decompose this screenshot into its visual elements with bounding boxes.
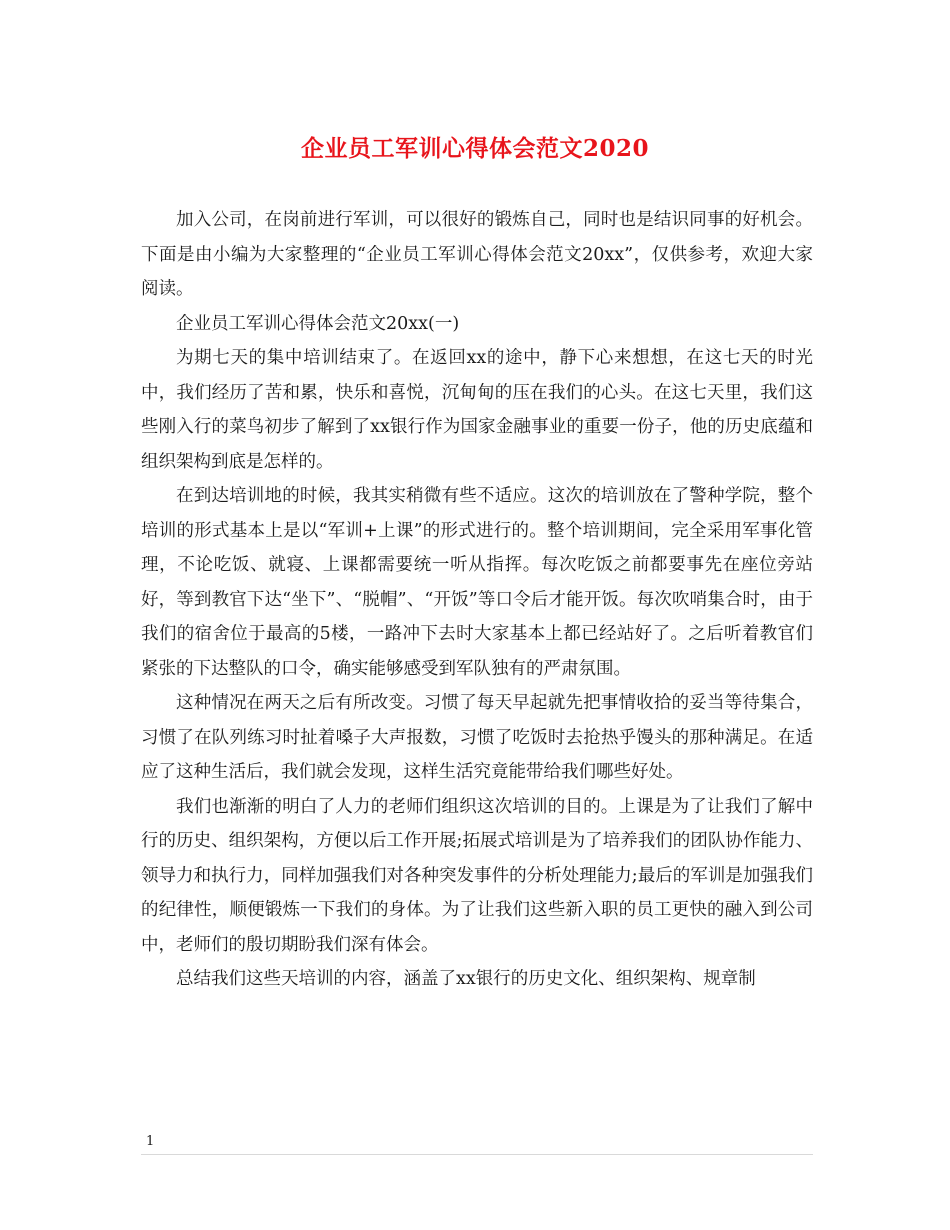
paragraph: 这种情况在两天之后有所改变。习惯了每天早起就先把事情收拾的妥当等待集合，习惯了在队列练习时扯着嗓子大声报数，习惯了吃饭时去抢热乎馒头的那种满足。在适应了这种生活后，我们就会发现，这样生活究竟能带给我们哪些好处。 xyxy=(141,693,813,782)
paragraph: 总结我们这些天培训的内容，涵盖了xx银行的历史文化、组织架构、规章制 xyxy=(176,969,756,989)
document-title: 企业员工军训心得体会范文2020 xyxy=(300,135,649,162)
paragraph: 为期七天的集中培训结束了。在返回xx的途中，静下心来想想，在这七天的时光中，我们经历了苦和累，快乐和喜悦，沉甸甸的压在我们的心头。在这七天里，我们这些刚入行的菜鸟初步了解到了xx银行作为国家金融事业的重要一份子，他的历史底蕴和组织架构到底是怎样的。 xyxy=(141,348,813,472)
page-number: 1 xyxy=(146,1134,155,1149)
footer-divider xyxy=(141,1154,813,1155)
paragraph: 在到达培训地的时候，我其实稍微有些不适应。这次的培训放在了警种学院，整个培训的形式基本上是以“军训+上课”的形式进行的。整个培训期间，完全采用军事化管理，不论吃饭、就寝、上课都需要统一听从指挥。每次吃饭之前都要事先在座位旁站好，等到教官下达“坐下”、“脱帽”、“开饭”等口令后才能开饭。每次吹哨集合时，由于我们的宿舍位于最高的5楼，一路冲下去时大家基本上都已经站好了。之后听着教官们紧张的下达整队的口令，确实能够感受到军队独有的严肃氛围。 xyxy=(141,486,813,679)
document-body xyxy=(141,203,813,997)
section-heading: 企业员工军训心得体会范文20xx(一) xyxy=(176,313,460,334)
paragraph: 我们也渐渐的明白了人力的老师们组织这次培训的目的。上课是为了让我们了解中行的历史、组织架构，方便以后工作开展;拓展式培训是为了培养我们的团队协作能力、领导力和执行力，同样加强我们对各种突发事件的分析处理能力;最后的军训是加强我们的纪律性，顺便锻炼一下我们的身体。为了让我们这些新入职的员工更快的融入到公司中，老师们的殷切期盼我们深有体会。 xyxy=(141,796,813,955)
paragraph-intro: 加入公司，在岗前进行军训，可以很好的锻炼自己，同时也是结识同事的好机会。下面是由小编为大家整理的“企业员工军训心得体会范文20xx”，仅供参考，欢迎大家阅读。 xyxy=(141,210,813,299)
